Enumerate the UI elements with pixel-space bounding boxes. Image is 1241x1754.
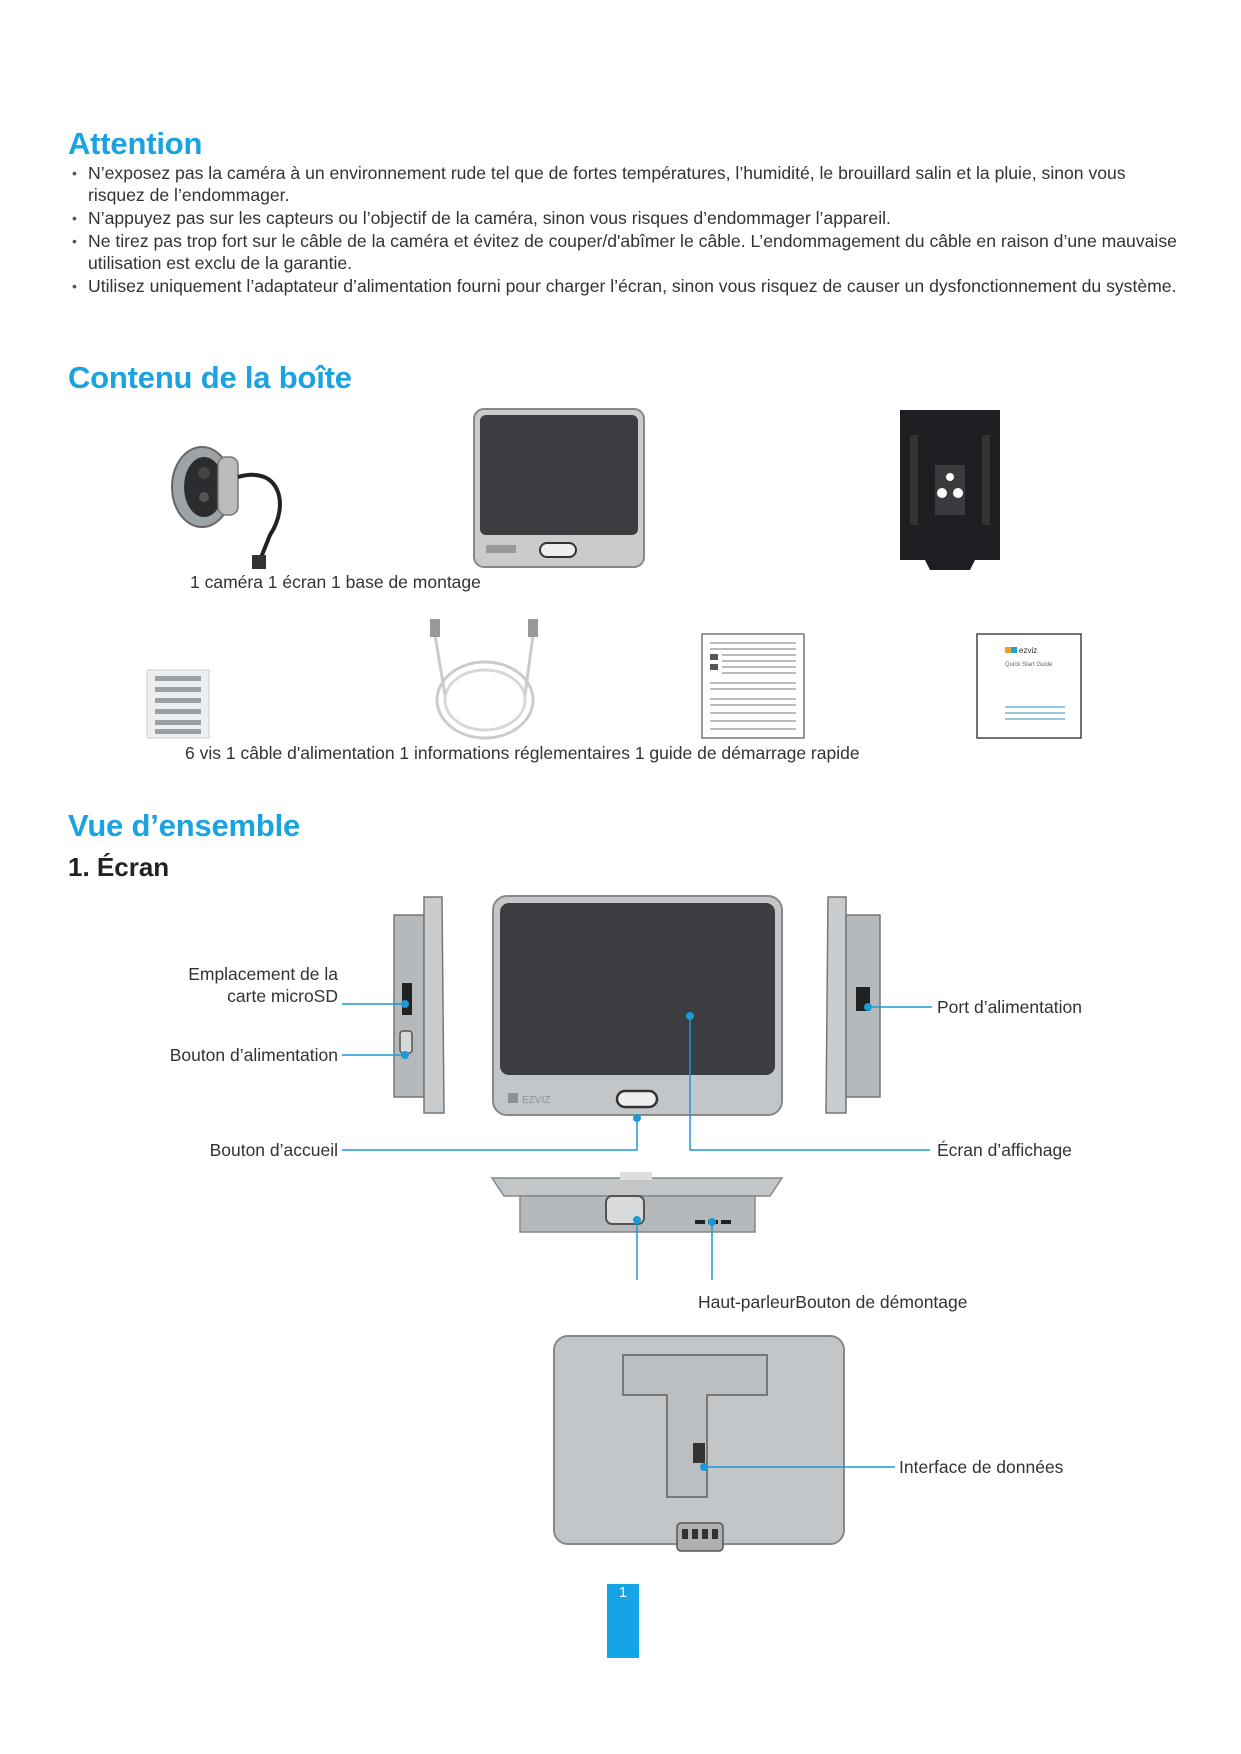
box-row2-caption: 6 vis 1 câble d'alimentation 1 informations réglementaires 1 guide de démarrage rapide (185, 743, 860, 763)
box-row1-caption: 1 caméra 1 écran 1 base de montage (190, 572, 481, 592)
page-number: 1 (618, 1584, 628, 1601)
attention-bullet: • N’appuyez pas sur les capteurs ou l’objectif de la caméra, sinon vous risques d’endommager l’appareil. (72, 207, 1180, 229)
box-contents-heading: Contenu de la boîte (68, 360, 352, 395)
quick-guide-title: Quick Start Guide (1005, 662, 1053, 668)
attention-heading: Attention (68, 126, 203, 161)
attention-bullet: • Utilisez uniquement l’adaptateur d’alimentation fourni pour charger l’écran, sinon vous risquez de causer un dysfonctionnement du système. (72, 275, 1180, 297)
microsd-slot-label (188, 963, 338, 1007)
overview-heading: Vue d’ensemble (68, 808, 301, 843)
microsd-label-line2: carte microSD (227, 986, 338, 1006)
attention-bullet: • N’exposez pas la caméra à un environnement rude tel que de fortes températures, l’humidité, le brouillard salin et la pluie, sinon vous risquez de l’endommager. (72, 162, 1180, 206)
page-number-bar (607, 1584, 639, 1658)
home-button-label: Bouton d’accueil (209, 1140, 338, 1160)
screen-subheading: 1. Écran (68, 852, 170, 882)
speaker-release-label: Haut-parleurBouton de démontage (698, 1292, 968, 1312)
power-button-label: Bouton d’alimentation (169, 1045, 338, 1065)
power-port-label: Port d’alimentation (937, 997, 1082, 1017)
screen-brand-label: EZVIZ (522, 1095, 551, 1106)
display-label: Écran d’affichage (937, 1140, 1072, 1160)
data-interface-label: Interface de données (899, 1457, 1064, 1477)
quick-guide-brand: ezviz (1019, 646, 1038, 655)
attention-bullet: • Ne tirez pas trop fort sur le câble de la caméra et évitez de couper/d'abîmer le câble. L’endommagement du câble en raison d’une mauvaise utilisation est exclu de la garantie. (72, 230, 1180, 274)
microsd-label-line1: Emplacement de la (188, 964, 338, 984)
